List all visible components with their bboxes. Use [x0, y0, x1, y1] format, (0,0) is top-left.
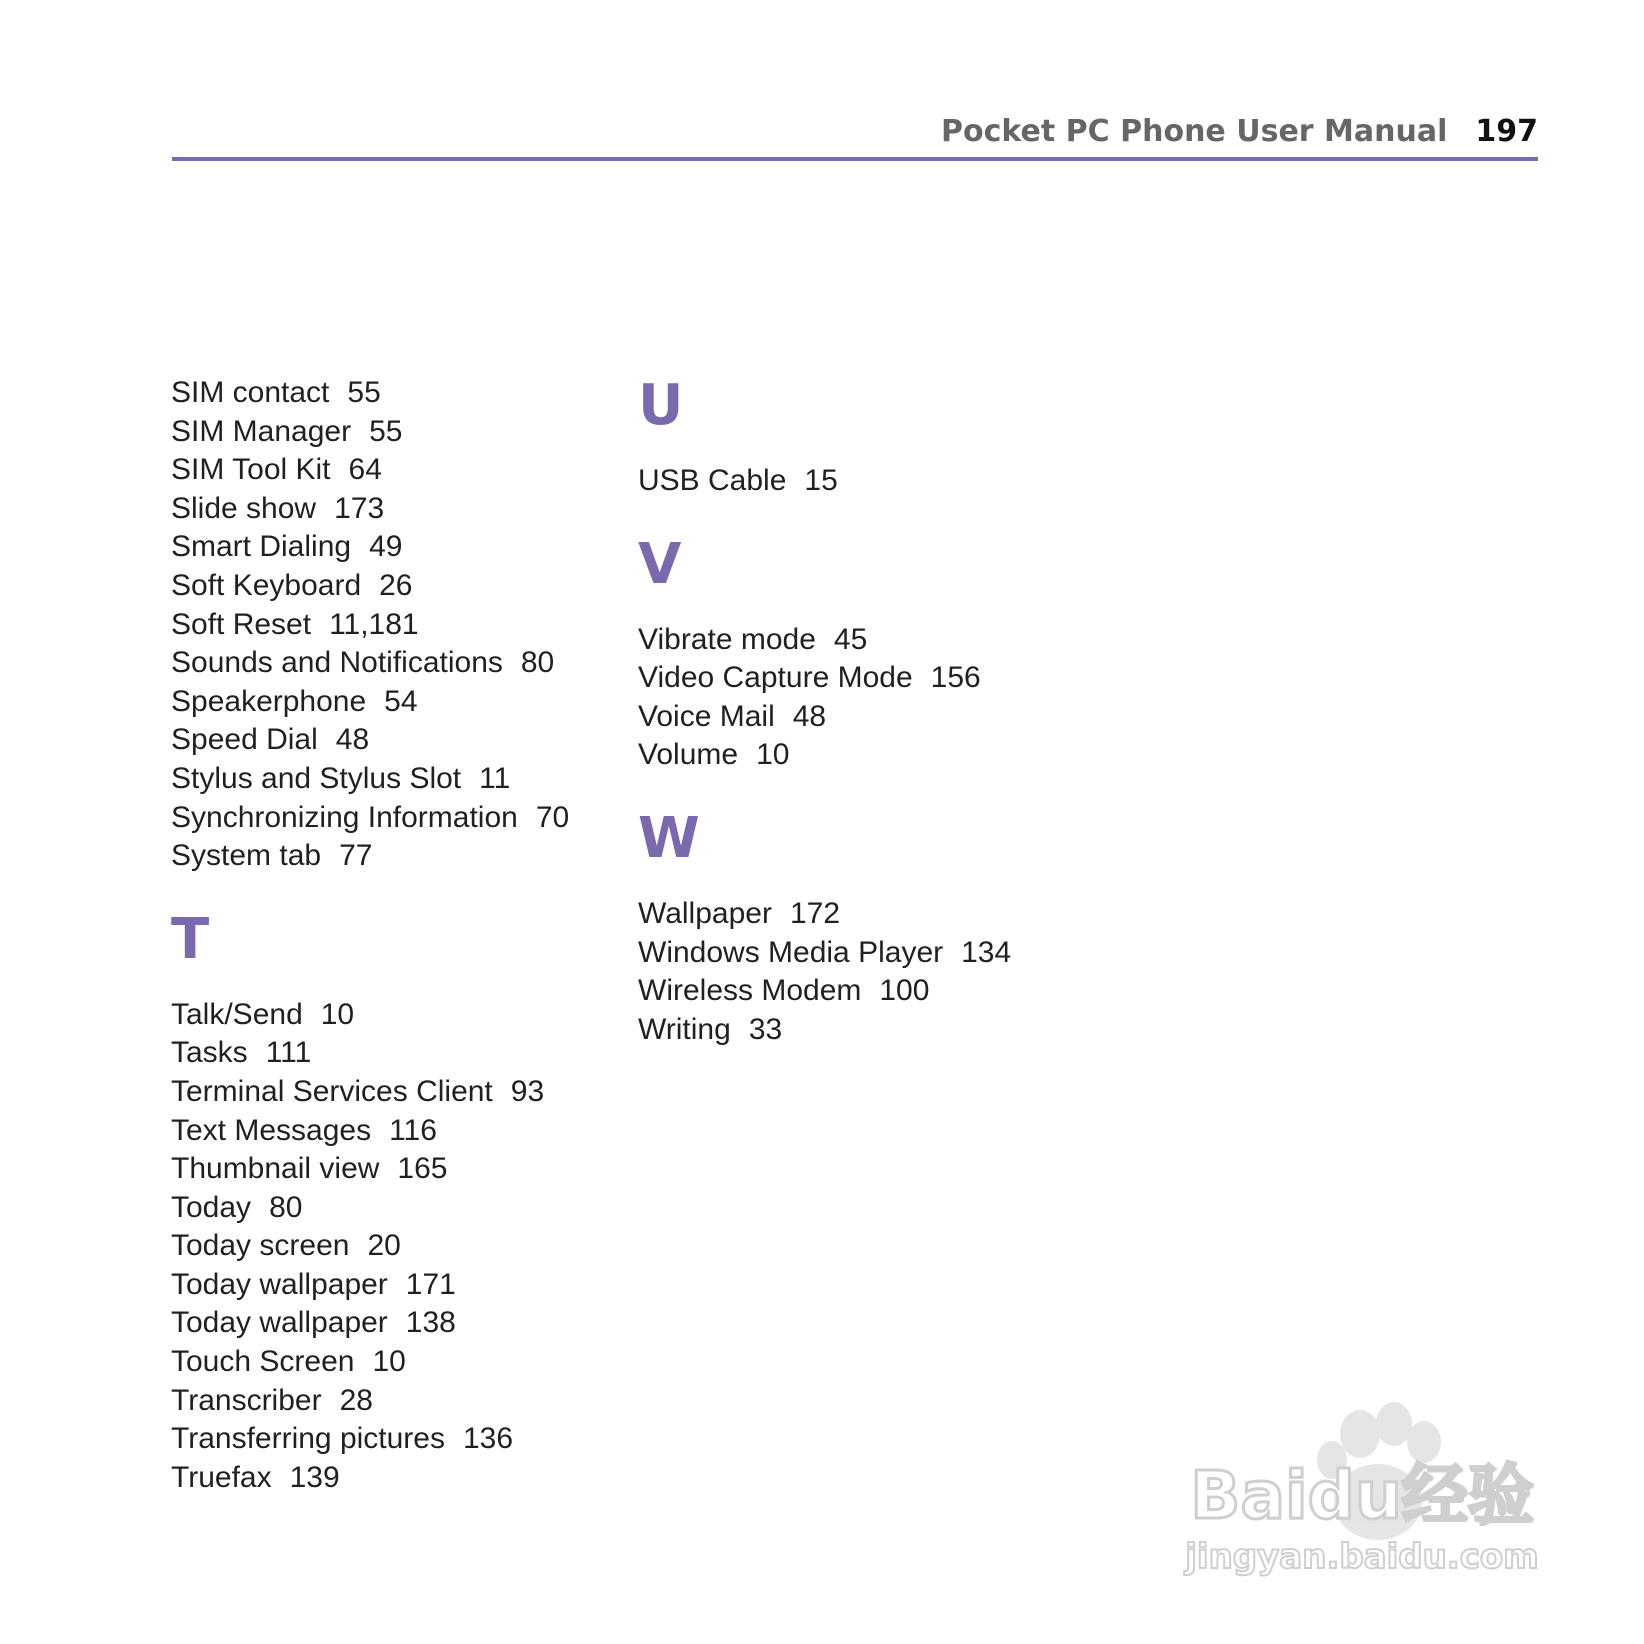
- index-term: Today screen: [171, 1229, 350, 1263]
- index-entry: [171, 1227, 641, 1266]
- index-entry: [171, 606, 641, 645]
- index-term: Text Messages: [171, 1113, 372, 1147]
- index-term: System tab: [171, 839, 322, 873]
- index-column-right: [638, 374, 1238, 1049]
- index-term: Today wallpaper: [171, 1267, 388, 1301]
- header-rule: [172, 157, 1538, 161]
- index-page-ref: 49: [369, 530, 403, 564]
- index-page-ref: 10: [320, 997, 355, 1031]
- index-entry: [638, 934, 1238, 973]
- index-term: Terminal Services Client: [171, 1074, 493, 1108]
- index-term: SIM Manager: [171, 414, 352, 448]
- page-number: 197: [1475, 114, 1538, 149]
- section-letter-u: U: [638, 373, 684, 438]
- index-entry: [171, 1112, 641, 1151]
- index-entry: [171, 1266, 641, 1305]
- index-page-ref: 111: [265, 1036, 312, 1070]
- index-page-ref: 172: [789, 896, 841, 930]
- section-entries: [638, 895, 1238, 1049]
- section-entries: [638, 621, 1238, 775]
- index-entry: [171, 567, 641, 606]
- index-term: Synchronizing Information: [171, 800, 518, 834]
- index-page-ref: 138: [405, 1306, 456, 1340]
- index-page-ref: 28: [339, 1383, 373, 1417]
- index-term: Transcriber: [171, 1383, 322, 1417]
- index-term: Stylus and Stylus Slot: [171, 761, 462, 795]
- index-entry: [171, 721, 641, 760]
- index-term: Sounds and Notifications: [171, 646, 503, 680]
- index-page-ref: 48: [335, 723, 370, 757]
- t-entries: [171, 996, 641, 1498]
- index-term: Truefax: [171, 1460, 272, 1494]
- index-page-ref: 173: [334, 491, 385, 525]
- index-term: Wallpaper: [638, 896, 772, 930]
- index-page-ref: 11,181: [329, 607, 419, 641]
- index-entry: [171, 1304, 641, 1343]
- manual-title: Pocket PC Phone User Manual: [941, 114, 1448, 149]
- index-term: Talk/Send: [171, 997, 303, 1031]
- index-entry: [171, 1382, 641, 1421]
- index-entry: [171, 799, 641, 838]
- baidu-watermark: [1172, 1394, 1552, 1584]
- index-entry: [171, 1073, 641, 1112]
- index-page-ref: 77: [339, 839, 373, 873]
- index-term: Speakerphone: [171, 684, 367, 718]
- index-entry: [638, 895, 1238, 934]
- index-page-ref: 15: [804, 464, 838, 497]
- section-letter-v: V: [638, 531, 682, 597]
- watermark-url: jingyan.baidu.com: [1185, 1537, 1539, 1577]
- index-entry: [171, 490, 641, 529]
- index-term: USB Cable: [638, 464, 787, 497]
- index-page-ref: 93: [510, 1074, 545, 1108]
- index-term: Thumbnail view: [171, 1152, 380, 1186]
- index-term: Today: [171, 1190, 252, 1224]
- page-header: [172, 112, 1538, 152]
- index-page-ref: 100: [879, 974, 930, 1008]
- index-entry: [638, 1011, 1238, 1050]
- index-entry: [171, 760, 641, 799]
- index-page-ref: 64: [348, 453, 382, 487]
- s-entries: [171, 374, 641, 876]
- index-page-ref: 10: [372, 1345, 406, 1379]
- index-page-ref: 70: [535, 800, 570, 834]
- index-term: Wireless Modem: [638, 974, 862, 1008]
- index-entry: [638, 462, 1238, 501]
- index-entry: [171, 1343, 641, 1382]
- index-term: Touch Screen: [171, 1345, 355, 1379]
- index-page-ref: 116: [389, 1113, 437, 1147]
- index-entry: [171, 1150, 641, 1189]
- index-term: Transferring pictures: [171, 1422, 445, 1456]
- index-entry: [171, 1189, 641, 1228]
- index-term: Speed Dial: [171, 723, 318, 757]
- index-page-ref: 171: [405, 1267, 456, 1301]
- index-page-ref: 48: [792, 699, 827, 733]
- index-entry: [171, 528, 641, 567]
- index-page-ref: 55: [347, 376, 381, 409]
- index-page-ref: 33: [748, 1012, 783, 1046]
- index-page-ref: 26: [379, 568, 413, 602]
- index-entry: [171, 451, 641, 490]
- index-term: Soft Reset: [171, 607, 312, 641]
- index-entry: [171, 1034, 641, 1073]
- index-page-ref: 156: [930, 661, 981, 695]
- index-page-ref: 11: [479, 761, 511, 795]
- index-page-ref: 20: [367, 1229, 401, 1263]
- index-term: Voice Mail: [638, 699, 775, 733]
- index-entry: [171, 683, 641, 722]
- index-entry: [638, 621, 1238, 660]
- index-page-ref: 45: [833, 622, 868, 656]
- index-column-left: [171, 374, 641, 1497]
- index-term: Soft Keyboard: [171, 568, 362, 602]
- index-term: Volume: [638, 738, 739, 772]
- index-page-ref: 54: [384, 684, 418, 718]
- index-entry: [171, 1420, 641, 1459]
- index-term: Vibrate mode: [638, 622, 816, 656]
- index-page-ref: 165: [397, 1152, 448, 1186]
- index-page-ref: 134: [961, 935, 1012, 969]
- index-term: Windows Media Player: [638, 935, 944, 969]
- index-term: Slide show: [171, 491, 317, 525]
- index-entry: [638, 736, 1238, 775]
- index-page-ref: 10: [756, 738, 790, 772]
- index-term: Video Capture Mode: [638, 661, 913, 695]
- section-entries: [638, 462, 1238, 501]
- index-term: SIM Tool Kit: [171, 453, 331, 487]
- index-term: Writing: [638, 1012, 731, 1046]
- index-entry: [171, 837, 641, 876]
- index-page-ref: 55: [369, 414, 403, 448]
- section-letter-w: W: [638, 805, 700, 871]
- index-entry: [171, 996, 641, 1035]
- index-page-ref: 136: [462, 1422, 514, 1456]
- index-entry: [171, 374, 641, 413]
- index-page-ref: 80: [520, 646, 555, 680]
- watermark-brand: Baidu经验: [1190, 1457, 1534, 1534]
- index-term: Today wallpaper: [171, 1306, 388, 1340]
- index-entry: [638, 972, 1238, 1011]
- index-term: SIM contact: [171, 376, 330, 409]
- index-page-ref: 139: [289, 1460, 340, 1494]
- index-entry: [171, 1459, 641, 1498]
- index-entry: [171, 413, 641, 452]
- index-entry: [638, 659, 1238, 698]
- index-entry: [171, 644, 641, 683]
- section-letter-t: T: [171, 906, 210, 972]
- index-entry: [638, 698, 1238, 737]
- index-term: Smart Dialing: [171, 530, 352, 564]
- index-page-ref: 80: [269, 1190, 303, 1224]
- index-term: Tasks: [171, 1036, 248, 1070]
